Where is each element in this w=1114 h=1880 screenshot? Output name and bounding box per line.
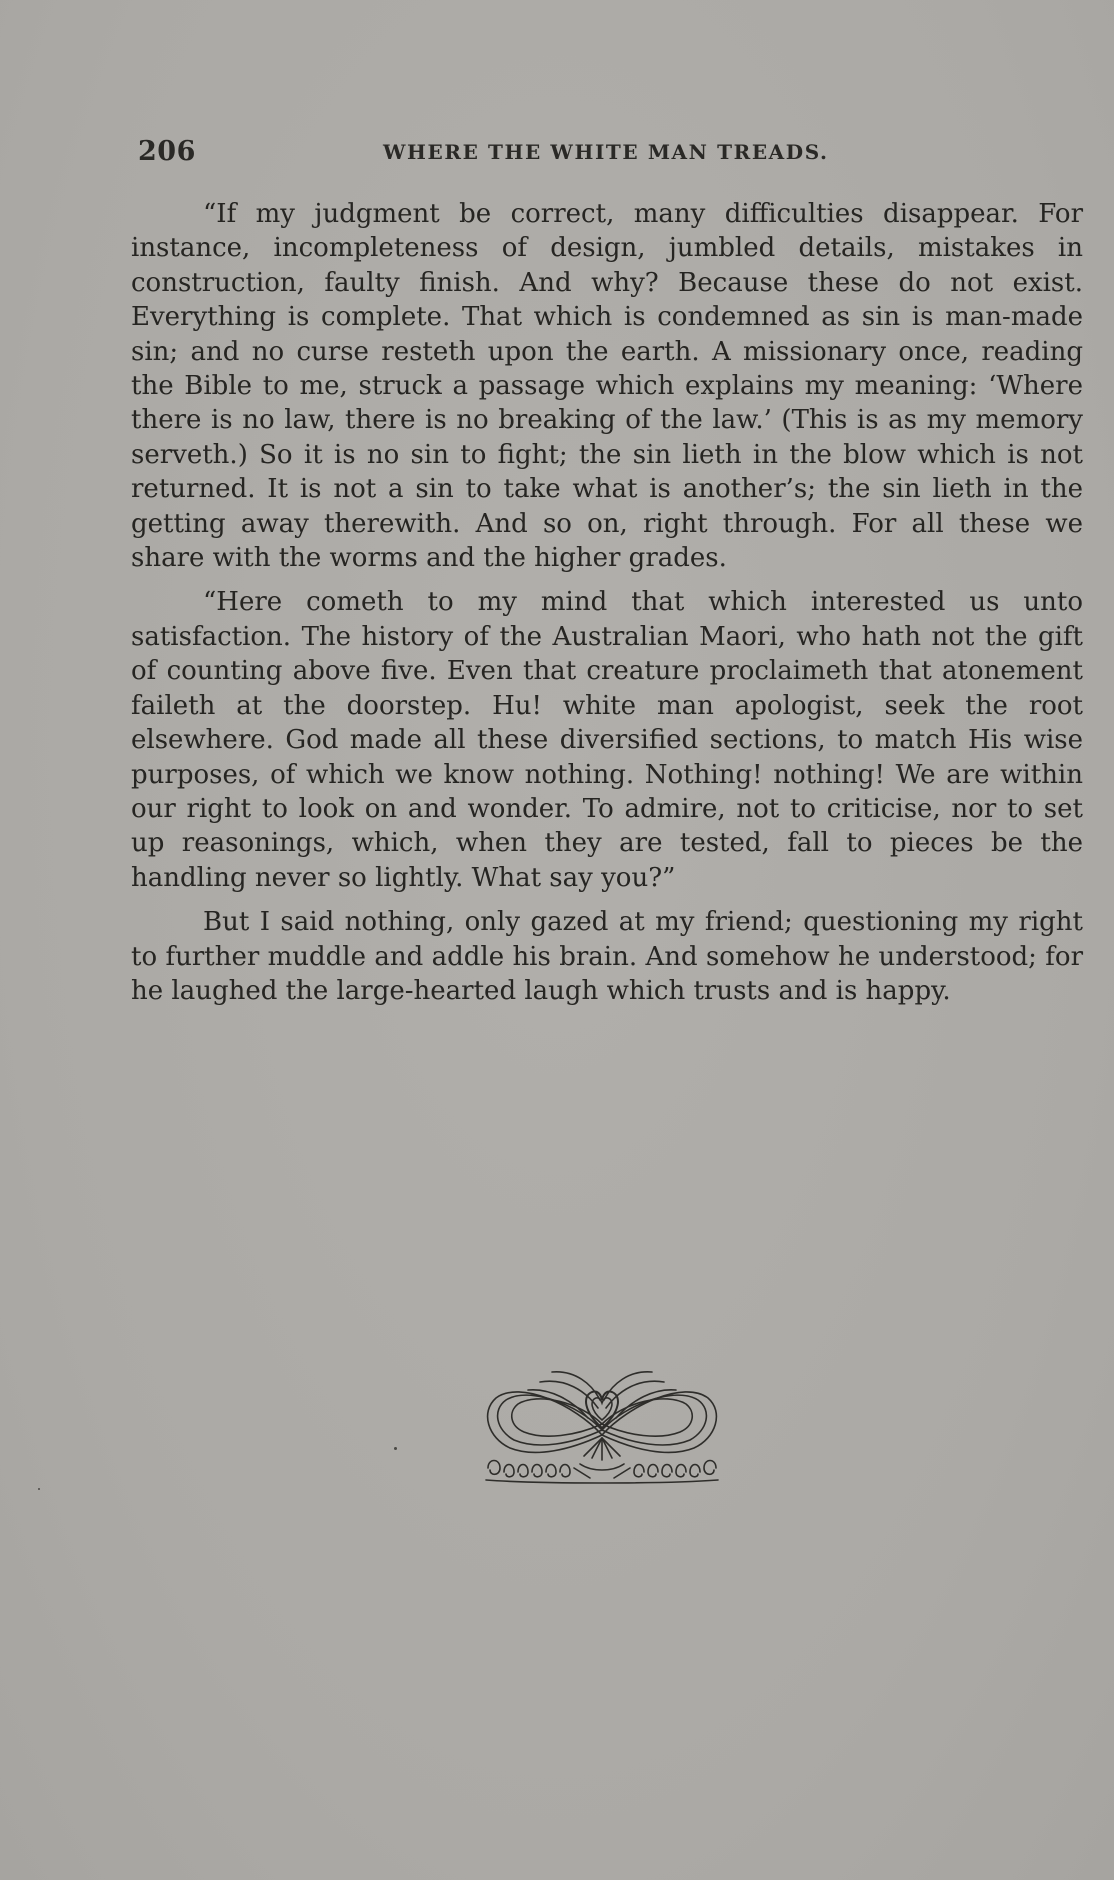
running-title: WHERE THE WHITE MAN TREADS. [383, 140, 829, 164]
paragraph-1: “If my judgment be correct, many difficulties disappear. For instance, incompleteness of design, jumbled details, mistakes in construction, faulty finish. And why? Because these do not exist. Everything is complete. That which is condemned as sin is man-made sin; and no curse resteth upon the earth. A missionary once, reading the Bible to me, struck a passage which explains my meaning: ‘Where there is no law, there is no breaking of the law.’ (This is as my memory serveth.) So it is no sin to fight; the sin lieth in the blow which is not returned. It is not a sin to take what is another’s; the sin lieth in the getting away therewith. And so on, right through. For all these we share with the worms and the higher grades. [131, 199, 1083, 574]
body-text [131, 197, 1083, 1018]
paper-speck [38, 1488, 40, 1490]
heart-scroll-ornament-icon [480, 1360, 724, 1485]
paragraph-3: But I said nothing, only gazed at my friend; questioning my right to further muddle and addle his brain. And somehow he understood; for he laughed the large-hearted laugh which trusts and is happy. [131, 907, 1083, 1006]
paragraph-2: “Here cometh to my mind that which interested us unto satisfaction. The history of the Australian Maori, who hath not the gift of counting above five. Even that creature proclaimeth that atonement faileth at the doorstep. Hu! white man apologist, seek the root elsewhere. God made all these diversified sections, to match His wise purposes, of which we know nothing. Nothing! nothing! We are within our right to look on and wonder. To admire, not to criticise, nor to set up reasonings, which, when they are tested, fall to pieces be the handling never so lightly. What say you?” [131, 587, 1083, 893]
running-head [138, 136, 1083, 172]
page-number: 206 [138, 136, 196, 167]
paper-speck [394, 1447, 397, 1450]
